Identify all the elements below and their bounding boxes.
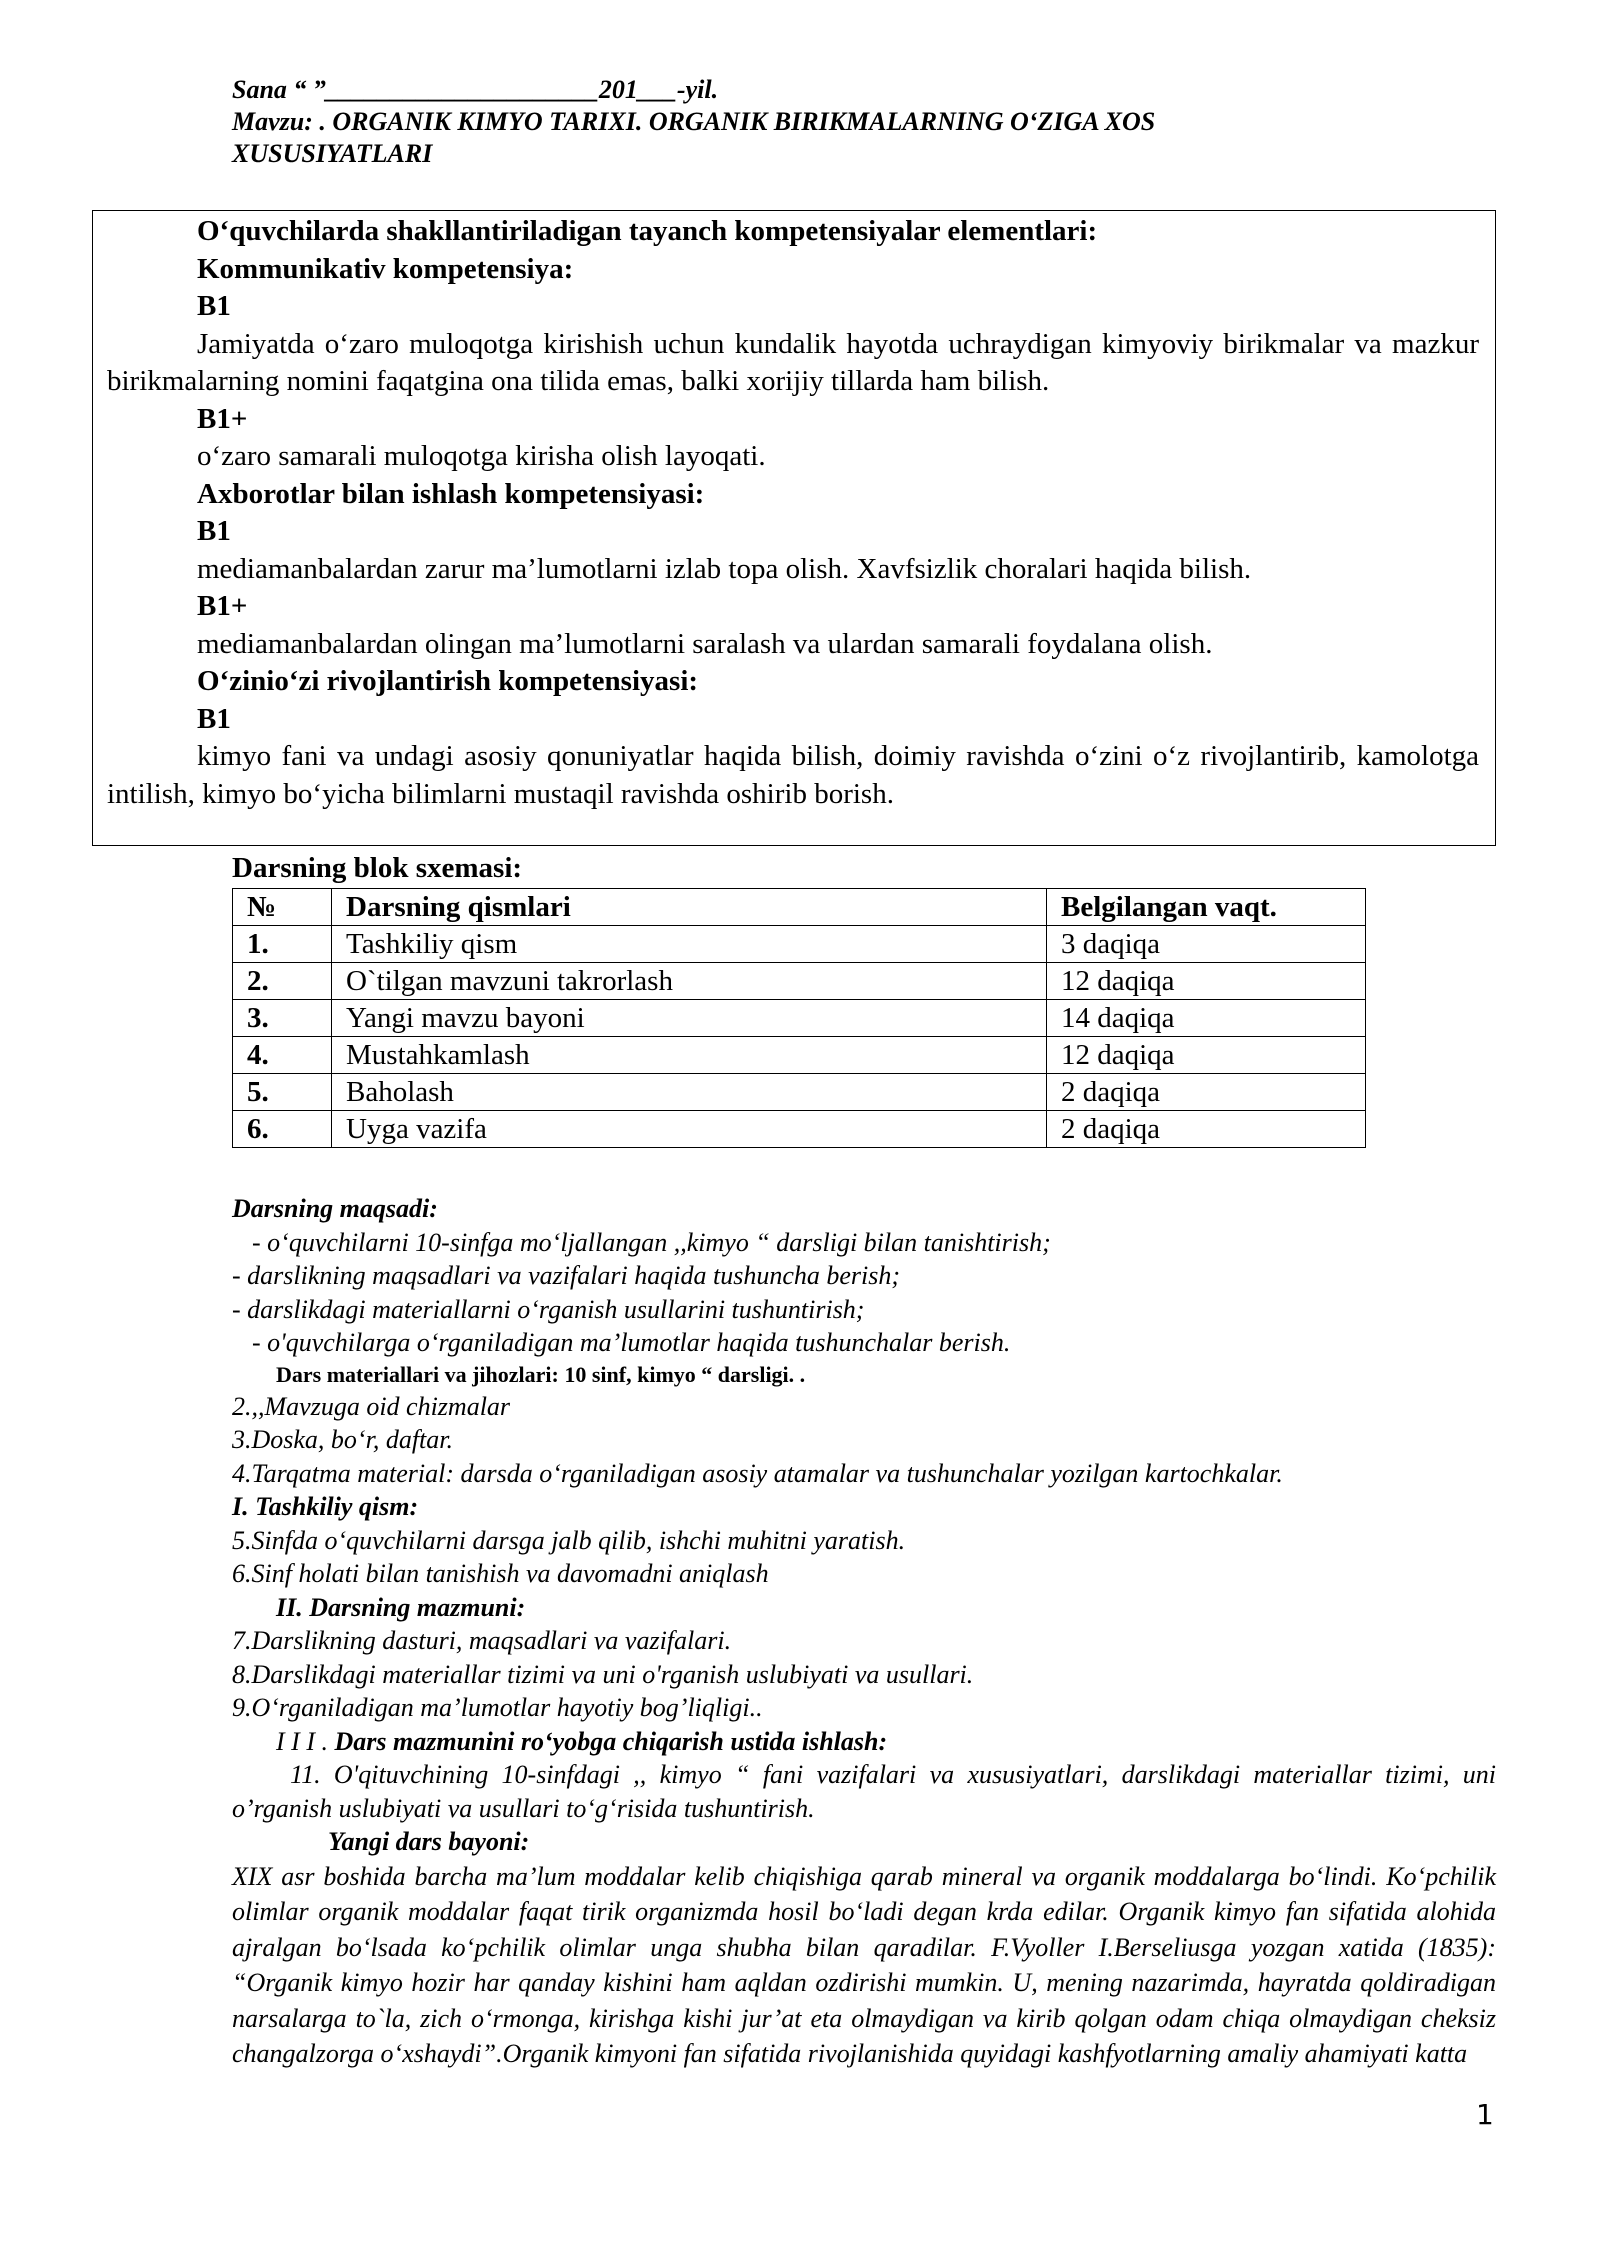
schedule-table xyxy=(232,888,1366,1148)
section-3-prefix: I I I . xyxy=(276,1726,328,1756)
section-1-title: I. Tashkiliy qism: xyxy=(232,1492,419,1521)
topic-line: Mavzu: . ORGANIK KIMYO TARIXI. ORGANIK BIRIKMALARNING O‘ZIGA XOS xyxy=(232,107,1156,136)
table-row xyxy=(233,1111,1366,1148)
goal-item: - o‘quvchilarni 10-sinfga mo‘ljallangan ,,kimyo “ darsligi bilan tanishtirish; xyxy=(252,1227,1051,1257)
section-3-title xyxy=(232,1725,1496,1759)
list-item: 3.Doska, bo‘r, daftar. xyxy=(232,1425,454,1454)
section-2-title: II. Darsning mazmuni: xyxy=(276,1592,526,1622)
table-row xyxy=(233,1037,1366,1074)
list-item: 5.Sinfda o‘quvchilarni darsga jalb qilib, ishchi muhitni yaratish. xyxy=(232,1525,906,1555)
row-part: Tashkiliy qism xyxy=(332,926,1047,963)
row-time: 12 daqiqa xyxy=(1047,963,1366,1000)
row-num: 5. xyxy=(233,1074,332,1111)
axb-title: Axborotlar bilan ishlash kompetensiyasi: xyxy=(197,477,705,510)
table-row xyxy=(233,926,1366,963)
list-item: 2.,,Mavzuga oid chizmalar xyxy=(232,1391,511,1421)
list-item: 8.Darslikdagi materiallar tizimi va uni o'rganish uslubiyati va usullari. xyxy=(232,1659,974,1689)
row-num: 2. xyxy=(233,963,332,1000)
item-11: 11. O'qituvchining 10-sinfdagi ,, kimyo “ fani vazifalari va xususiyatlari, darslikdagi materiallar tizimi, uni o’rganish uslubiyati va usullari to‘g‘risida tushuntirish. xyxy=(232,1760,1496,1823)
row-time: 2 daqiqa xyxy=(1047,1111,1366,1148)
topic-line-2: XUSUSIYATLARI xyxy=(232,139,433,168)
header-time: Belgilangan vaqt. xyxy=(1047,889,1366,926)
section-3-text: Dars mazmunini ro‘yobga chiqarish ustida ishlash: xyxy=(327,1726,888,1756)
axb-b1p-label: B1+ xyxy=(197,590,248,622)
axb-b1-label: B1 xyxy=(197,515,231,547)
goal-item: - darslikdagi materiallarni o‘rganish usullarini tushuntirish; xyxy=(232,1294,865,1324)
table-row xyxy=(233,1074,1366,1111)
komm-b1-label: B1 xyxy=(197,290,231,322)
schedule-title: Darsning blok sxemasi: xyxy=(232,852,523,884)
row-part: O`tilgan mavzuni takrorlash xyxy=(332,963,1047,1000)
komm-b1-text: Jamiyatda o‘zaro muloqotga kirishish uchun kundalik hayotda uchraydigan kimyoviy birikmalar va mazkur birikmalarning nomini faqatgina ona tilida emas, balki xorijiy tillarda ham bilish. xyxy=(107,327,1479,397)
goals-title: Darsning maqsadi: xyxy=(232,1194,438,1223)
competencies-title: O‘quvchilarda shakllantiriladigan tayanch kompetensiyalar elementlari: xyxy=(197,215,1098,247)
oz-b1-label: B1 xyxy=(197,702,231,735)
oz-title: O‘zinio‘zi rivojlantirish kompetensiyasi: xyxy=(197,665,699,697)
oz-b1-text: kimyo fani va undagi asosiy qonuniyatlar haqida bilish, doimiy ravishda o‘zini o‘z rivojlantirib, kamolotga intilish, kimyo bo‘yicha bilimlarni mustaqil ravishda oshirib borish. xyxy=(107,740,1479,810)
row-part: Yangi mavzu bayoni xyxy=(332,1000,1047,1037)
list-item: 4.Tarqatma material: darsda o‘rganiladigan asosiy atamalar va tushunchalar yozilgan kartochkalar. xyxy=(232,1458,1283,1488)
row-time: 14 daqiqa xyxy=(1047,1000,1366,1037)
row-num: 6. xyxy=(233,1111,332,1148)
lesson-body xyxy=(232,1192,1496,2072)
axb-b1-text: mediamanbalardan zarur ma’lumotlarni izlab topa olish. Xavfsizlik choralari haqida bilish. xyxy=(197,552,1252,585)
new-lesson-title: Yangi dars bayoni: xyxy=(328,1827,530,1856)
list-item: 6.Sinf holati bilan tanishish va davomadni aniqlash xyxy=(232,1559,769,1588)
table-row xyxy=(233,1000,1366,1037)
header-num: № xyxy=(233,889,332,926)
page-number: 1 xyxy=(1476,2098,1494,2131)
goal-item: - o'quvchilarga o‘rganiladigan ma’lumotlar haqida tushunchalar berish. xyxy=(252,1328,1011,1357)
row-num: 1. xyxy=(233,926,332,963)
goal-item: - darslikning maqsadlari va vazifalari haqida tushuncha berish; xyxy=(232,1261,901,1290)
list-item: 7.Darslikning dasturi, maqsadlari va vazifalari. xyxy=(232,1626,732,1655)
materials-line: Dars materiallari va jihozlari: 10 sinf, kimyo “ darsligi. . xyxy=(276,1361,806,1387)
schedule-header-row xyxy=(233,889,1366,926)
komm-b1p-text: o‘zaro samarali muloqotga kirisha olish layoqati. xyxy=(197,440,766,472)
row-part: Baholash xyxy=(332,1074,1047,1111)
axb-b1p-text: mediamanbalardan olingan ma’lumotlarni saralash va ulardan samarali foydalana olish. xyxy=(197,627,1213,660)
row-part: Uyga vazifa xyxy=(332,1111,1047,1148)
row-time: 3 daqiqa xyxy=(1047,926,1366,963)
row-time: 12 daqiqa xyxy=(1047,1037,1366,1074)
row-num: 4. xyxy=(233,1037,332,1074)
lesson-paragraph: XIX asr boshida barcha ma’lum moddalar kelib chiqishiga qarab mineral va organik moddalarga bo‘lindi. Ko‘pchilik olimlar organik moddalar faqat tirik organizmda hosil bo‘ladi degan krda edilar. Organik kimyo fan sifatida alohida ajralgan bo‘lsada ko‘pchilik olimlar unga shubha bilan qaradilar. F.Vyoller I.Berseliusga yozgan xatida (1835): “Organik kimyo hozir har qanday kishini ham aqldan ozdirishi mumkin. U, mening nazarimda, hayratda qoldiradigan narsalarga to`la, zich o‘rmonga, kirishga kishi jur’at eta olmaydigan va kirib qolgan odam chiqa olmaydigan cheksiz changalzorga o‘xshaydi”.Organik kimyoni fan sifatida rivojlanishida quyidagi kashfyotlarning amaliy ahamiyati katta xyxy=(232,1861,1496,2068)
header-part: Darsning qismlari xyxy=(332,889,1047,926)
competencies-box xyxy=(92,210,1496,846)
row-num: 3. xyxy=(233,1000,332,1037)
row-time: 2 daqiqa xyxy=(1047,1074,1366,1111)
table-row xyxy=(233,963,1366,1000)
komm-title: Kommunikativ kompetensiya: xyxy=(197,252,574,285)
date-line: Sana “ ”_____________________201___-yil. xyxy=(232,75,719,104)
row-part: Mustahkamlash xyxy=(332,1037,1047,1074)
list-item: 9.O‘rganiladigan ma’lumotlar hayotiy bog’liqligi.. xyxy=(232,1693,763,1722)
komm-b1p-label: B1+ xyxy=(197,402,248,435)
